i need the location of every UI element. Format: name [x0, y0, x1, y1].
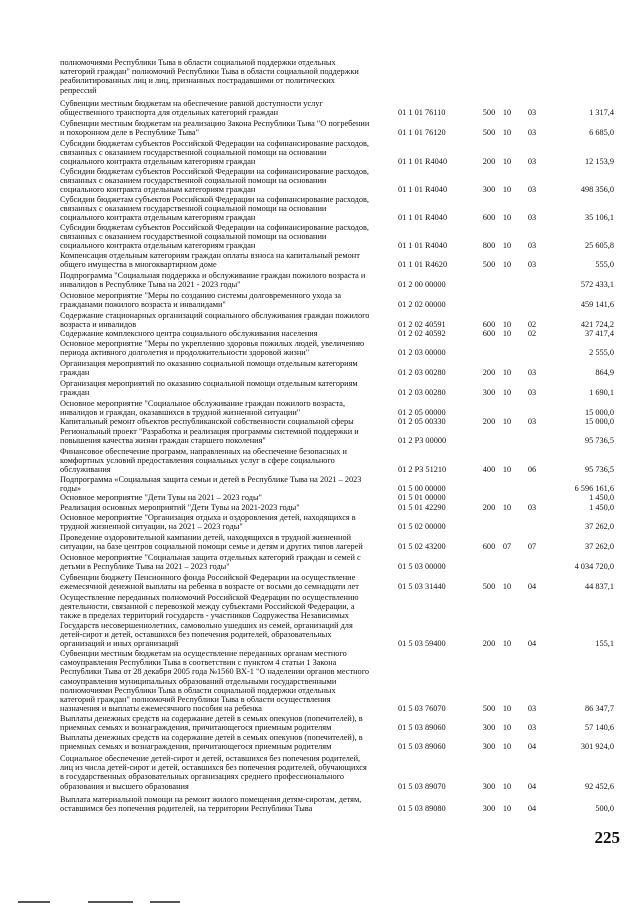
row-code: 01 1 01 R4040 — [398, 185, 448, 195]
row-subsection: 04 — [527, 804, 537, 814]
row-amount: 92 452,6 — [584, 781, 614, 791]
row-description: Содержание комплексного центра социального обслуживания населения — [60, 329, 318, 338]
row-subsection: 03 — [527, 723, 537, 733]
row-amount: 37 262,0 — [584, 522, 614, 532]
row-expense-type: 200 — [482, 639, 496, 648]
row-code: 01 5 03 89080 — [398, 804, 446, 814]
row-amount: 500,0 — [595, 804, 614, 814]
row-code: 01 1 01 R4040 — [398, 157, 448, 167]
row-section: 10 — [502, 465, 512, 475]
row-description: Субвенции бюджету Пенсионного фонда Российской Федерации на осуществление ежемесячной денежной выплаты на ребенка в возрасте от восьми до семнадцати лет — [60, 573, 359, 592]
row-description: Субвенции местным бюджетам на реализацию Закона Республики Тыва "О погребении и похоронном деле в Республике Тыва" — [60, 119, 370, 138]
row-description: Основное мероприятие "Меры по укреплению здоровья пожилых людей, увеличению периода активного долголетия и продолжительности здоровой жизни" — [60, 339, 365, 358]
row-expense-type: 600 — [482, 329, 496, 338]
row-expense-type: 600 — [482, 213, 496, 223]
row-expense-type: 500 — [482, 260, 496, 270]
row-description: Основное мероприятие "Организация отдыха и оздоровления детей, находящихся в трудной жизненной ситуации, на 2021 – 2023 годы" — [60, 513, 356, 532]
row-code: 01 5 03 89060 — [398, 742, 446, 752]
row-code: 01 2 02 40592 — [398, 329, 446, 338]
row-description: Основное мероприятие "Социальное обслуживание граждан пожилого возраста, инвалидов и граждан, оказавшихся в трудной жизненной ситуации" — [60, 399, 346, 418]
row-section: 07 — [502, 542, 512, 552]
row-description: Основное мероприятие "Дети Тувы на 2021 – 2023 годы" — [60, 493, 262, 502]
row-description: Организация мероприятий по оказанию социальной помощи отдельным категориям граждан — [60, 359, 358, 378]
row-subsection: 03 — [527, 704, 537, 714]
row-amount: 95 736,5 — [584, 436, 614, 446]
row-description: Социальное обеспечение детей-сирот и детей, оставшихся без попечения родителей, лиц из числа детей-сирот и детей, оставшихся без попечения родителей, обучающихся в государственных образовательных организациях среднего профессионального образования и высшего образования — [60, 754, 367, 791]
row-expense-type: 300 — [482, 723, 496, 733]
row-section: 10 — [502, 108, 512, 118]
row-subsection: 03 — [527, 260, 537, 270]
row-amount: 459 141,6 — [580, 300, 614, 310]
row-subsection: 03 — [527, 368, 537, 378]
row-expense-type: 300 — [482, 781, 496, 791]
row-section: 10 — [502, 320, 512, 330]
row-description: Реализация основных мероприятий "Дети Тувы на 2021-2023 годы" — [60, 503, 300, 512]
row-amount: 37 417,4 — [584, 329, 614, 338]
row-subsection: 02 — [527, 329, 537, 338]
row-description: Капитальный ремонт объектов республиканской собственности социальной сферы — [60, 417, 354, 426]
row-code: 01 5 03 89060 — [398, 723, 446, 733]
row-section: 10 — [502, 241, 512, 251]
scan-mark — [88, 901, 133, 903]
row-amount: 1 450,0 — [589, 503, 614, 512]
row-amount: 25 605,8 — [584, 241, 614, 251]
row-description: Подпрограмма "Социальная поддержка и обслуживание граждан пожилого возраста и инвалидов в Республике Тыва на 2021 - 2023 годы" — [60, 271, 366, 290]
row-amount: 95 736,5 — [584, 465, 614, 475]
row-subsection: 03 — [527, 157, 537, 167]
row-expense-type: 500 — [482, 582, 496, 592]
row-description: Основное мероприятие "Меры по созданию системы долговременного ухода за гражданами пожилого возраста и инвалидами" — [60, 291, 342, 310]
row-section: 10 — [502, 388, 512, 398]
row-amount: 35 106,1 — [584, 213, 614, 223]
row-section: 10 — [502, 260, 512, 270]
row-amount: 15 000,0 — [584, 408, 614, 418]
row-expense-type: 200 — [482, 157, 496, 167]
row-subsection: 02 — [527, 320, 537, 330]
row-amount: 4 034 720,0 — [574, 562, 614, 572]
row-subsection: 03 — [527, 213, 537, 223]
row-code: 01 5 02 00000 — [398, 522, 446, 532]
row-subsection: 04 — [527, 742, 537, 752]
row-code: 01 2 03 00280 — [398, 368, 446, 378]
row-expense-type: 300 — [482, 185, 496, 195]
row-amount: 2 555,0 — [589, 348, 614, 358]
row-code: 01 5 03 31440 — [398, 582, 446, 592]
row-code: 01 1 01 76120 — [398, 128, 446, 138]
row-description: Основное мероприятие "Социальная защита отдельных категорий граждан и семей с детьми в Республике Тыва на 2021 – 2023 годы" — [60, 553, 361, 572]
row-amount: 1 450,0 — [589, 493, 614, 502]
row-section: 10 — [502, 157, 512, 167]
row-expense-type: 200 — [482, 503, 496, 512]
row-subsection: 03 — [527, 503, 537, 512]
row-code: 01 2 03 00000 — [398, 348, 446, 358]
row-code: 01 2 05 00000 — [398, 408, 446, 418]
row-subsection: 06 — [527, 465, 537, 475]
row-amount: 1 690,1 — [589, 388, 614, 398]
row-expense-type: 300 — [482, 742, 496, 752]
row-description: Содержание стационарных организаций социального обслуживания граждан пожилого возраста и инвалидов — [60, 311, 370, 330]
row-amount: 421 724,2 — [580, 320, 614, 330]
row-amount: 86 347,7 — [584, 704, 614, 714]
row-code: 01 2 02 40591 — [398, 320, 446, 330]
row-amount: 12 153,9 — [584, 157, 614, 167]
row-section: 10 — [502, 639, 512, 648]
row-amount: 37 262,0 — [584, 542, 614, 552]
row-description: Компенсация отдельным категориям граждан оплаты взноса на капитальный ремонт общего имущества в многоквартирном доме — [60, 251, 360, 270]
row-code: 01 2 00 00000 — [398, 280, 446, 290]
row-amount: 864,9 — [595, 368, 614, 378]
row-section: 10 — [502, 417, 512, 426]
scan-mark — [150, 901, 180, 903]
row-code: 01 5 03 00000 — [398, 562, 446, 572]
row-code: 01 1 01 R4040 — [398, 213, 448, 223]
row-subsection: 04 — [527, 639, 537, 648]
row-subsection: 03 — [527, 417, 537, 426]
row-description: Выплаты денежных средств на содержание детей в семьях опекунов (попечителей), в приемных семьях и вознаграждения, причитающегося приемным родителям — [60, 733, 363, 752]
row-section: 10 — [502, 213, 512, 223]
row-subsection: 03 — [527, 185, 537, 195]
row-expense-type: 500 — [482, 704, 496, 714]
row-description: Региональный проект "Разработка и реализация программы системной поддержки и повышения качества жизни граждан старшего поколения" — [60, 427, 359, 446]
row-description: Субсидии бюджетам субъектов Российской Федерации на софинансирование расходов, связанных с оказанием государственной социальной помощи на основании социального контракта отдельным категориям граждан — [60, 223, 370, 251]
row-description: Субвенции местным бюджетам на осуществление переданных органам местного самоуправления Республики Тыва в соответствии с пунктом 4 статьи 1 Закона Республики Тыва от 28 декабря 2005 года №1560 ВХ-1 "О наделении органов местного самоуправления муниципальных образований отдельными государственными полномочиями Республики Тыва в области социальной поддержки отдельных категорий граждан" полномочий Республики Тыва в области осуществления назначения и выплаты ежемесячного пособия на ребенка — [60, 649, 370, 714]
row-subsection: 04 — [527, 781, 537, 791]
row-code: 01 1 01 R4040 — [398, 241, 448, 251]
row-description: Подпрограмма «Социальная защита семьи и детей в Республике Тыва на 2021 – 2023 годы» — [60, 475, 362, 494]
row-description: Осуществление переданных полномочий Российской Федерации по осуществлению деятельности, связанной с перевозкой между субъектами Российской Федерации, а также в пределах территорий государств - участников Содружества Независимых Государств несовершеннолетних, самовольно ушедших из семей, организаций для детей-сирот и детей, оставшихся без попечения родителей, образовательных организаций и иных организаций — [60, 593, 359, 649]
row-subsection: 03 — [527, 108, 537, 118]
row-amount: 6 596 161,6 — [574, 484, 614, 494]
row-section: 10 — [502, 329, 512, 338]
row-description: Субсидии бюджетам субъектов Российской Федерации на софинансирование расходов, связанных с оказанием государственной социальной помощи на основании социального контракта отдельным категориям граждан — [60, 139, 370, 167]
row-amount: 44 837,1 — [584, 582, 614, 592]
row-code: 01 5 03 76070 — [398, 704, 446, 714]
row-section: 10 — [502, 582, 512, 592]
row-description: полномочиями Республики Тыва в области социальной поддержки отдельных категорий граждан" полномочий Республики Тыва в области социальной поддержки реабилитированных лиц и лиц, признанных пострадавшими от политических репрессий — [60, 58, 359, 95]
row-description: Выплаты денежных средств на содержание детей в семьях опекунов (попечителей), в приемных семьях и вознаграждения, причитающегося приемным родителям — [60, 714, 363, 733]
row-expense-type: 200 — [482, 368, 496, 378]
row-code: 01 5 03 89070 — [398, 781, 446, 791]
row-code: 01 1 01 76110 — [398, 108, 446, 118]
row-expense-type: 300 — [482, 804, 496, 814]
row-subsection: 03 — [527, 128, 537, 138]
row-section: 10 — [502, 368, 512, 378]
row-code: 01 5 00 00000 — [398, 484, 446, 494]
row-section: 10 — [502, 128, 512, 138]
row-expense-type: 600 — [482, 542, 496, 552]
row-expense-type: 800 — [482, 241, 496, 251]
row-amount: 301 924,0 — [580, 742, 614, 752]
row-subsection: 03 — [527, 241, 537, 251]
row-code: 01 5 01 42290 — [398, 503, 446, 512]
row-code: 01 2 05 00330 — [398, 417, 446, 426]
row-code: 01 2 P3 00000 — [398, 436, 447, 446]
row-amount: 57 140,6 — [584, 723, 614, 733]
row-code: 01 5 03 59400 — [398, 639, 446, 648]
row-amount: 498 356,0 — [580, 185, 614, 195]
row-section: 10 — [502, 704, 512, 714]
row-expense-type: 500 — [482, 128, 496, 138]
row-code: 01 2 P3 51210 — [398, 465, 447, 475]
row-subsection: 04 — [527, 582, 537, 592]
row-description: Субсидии бюджетам субъектов Российской Федерации на софинансирование расходов, связанных с оказанием государственной социальной помощи на основании социального контракта отдельным категориям граждан — [60, 195, 370, 223]
row-code: 01 5 01 00000 — [398, 493, 446, 502]
row-code: 01 2 03 00280 — [398, 388, 446, 398]
row-amount: 155,1 — [595, 639, 614, 648]
row-amount: 6 685,0 — [589, 128, 614, 138]
row-section: 10 — [502, 185, 512, 195]
row-amount: 15 000,0 — [584, 417, 614, 426]
row-code: 01 5 02 43200 — [398, 542, 446, 552]
row-expense-type: 600 — [482, 320, 496, 330]
row-amount: 555,0 — [595, 260, 614, 270]
row-expense-type: 300 — [482, 388, 496, 398]
row-subsection: 07 — [527, 542, 537, 552]
row-section: 10 — [502, 804, 512, 814]
row-section: 10 — [502, 742, 512, 752]
row-description: Субсидии бюджетам субъектов Российской Федерации на софинансирование расходов, связанных с оказанием государственной социальной помощи на основании социального контракта отдельным категориям граждан — [60, 167, 370, 195]
scan-mark — [18, 901, 50, 903]
row-amount: 1 317,4 — [589, 108, 614, 118]
row-description: Выплата материальной помощи на ремонт жилого помещения детям-сиротам, детям, оставшимся без попечения родителей, на территории Республики Тыва — [60, 795, 362, 814]
row-description: Субвенции местным бюджетам на обеспечение равной доступности услуг общественного транспорта для отдельных категорий граждан — [60, 99, 323, 118]
row-expense-type: 200 — [482, 417, 496, 426]
row-expense-type: 500 — [482, 108, 496, 118]
row-amount: 572 433,1 — [580, 280, 614, 290]
row-code: 01 1 01 R4620 — [398, 260, 448, 270]
row-code: 01 2 02 00000 — [398, 300, 446, 310]
row-section: 10 — [502, 781, 512, 791]
page-number: 225 — [594, 828, 620, 847]
row-description: Организация мероприятий по оказанию социальной помощи отдельным категориям граждан — [60, 379, 358, 398]
row-expense-type: 400 — [482, 465, 496, 475]
row-description: Финансовое обеспечение программ, направленных на обеспечение безопасных и комфортных условий предоставления социальных услуг в сфере социального обслуживания — [60, 447, 347, 475]
row-section: 10 — [502, 503, 512, 512]
row-subsection: 03 — [527, 388, 537, 398]
row-section: 10 — [502, 723, 512, 733]
row-description: Проведение оздоровительной кампании детей, находящихся в трудной жизненной ситуации, на базе центров социальной помощи семье и детям и других типов лагерей — [60, 533, 363, 552]
